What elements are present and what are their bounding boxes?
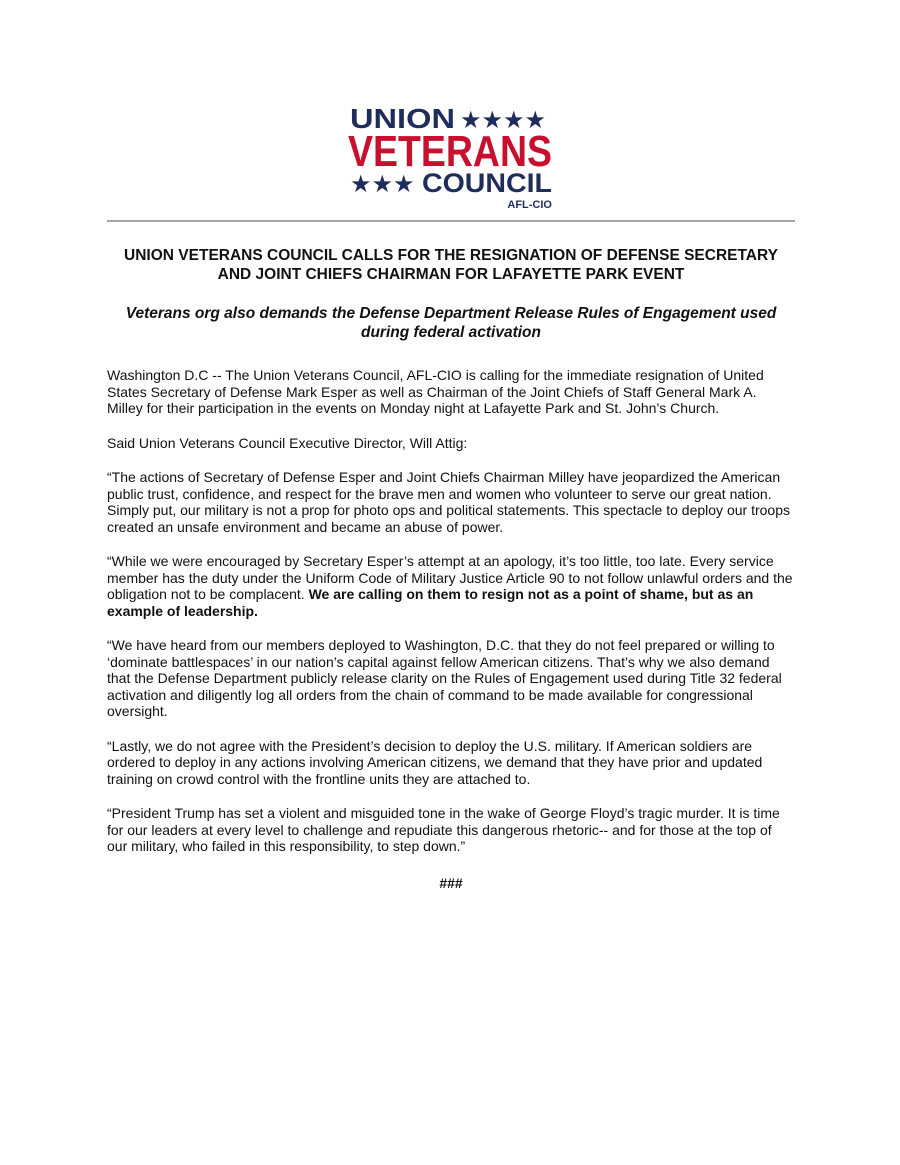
logo-line-council: COUNCIL — [422, 168, 552, 198]
logo-line-union: UNION — [350, 103, 455, 134]
logo-stars-top-icon: ★★★★ — [460, 106, 547, 134]
quote-2-text: “While we were encouraged by Secretary Esper’s attempt at an apology, it’s too little, too late. Every service member has the duty under the Uniform Code of Military Justice Article 90 to not follow unlawful orders and the obligation not to be complacent. — [107, 553, 793, 602]
logo-stars-bottom-icon: ★★★ — [350, 170, 415, 198]
logo-affiliation: AFL-CIO — [507, 199, 552, 211]
paragraph-quote-1: “The actions of Secretary of Defense Esper and Joint Chiefs Chairman Milley have jeopardized the American public trust, confidence, and respect for the brave men and women who volunteer to serve our great nation. Simply put, our military is not a prop for photo ops and political statements. This spectacle to deploy our troops created an unsafe environment and became an abuse of power. — [107, 469, 790, 535]
paragraph-intro: Washington D.C -- The Union Veterans Council, AFL-CIO is calling for the immediate resignation of United States Secretary of Defense Mark Esper as well as Chairman of the Joint Chiefs of Staff General Mark A. Milley for their participation in the events on Monday night at Lafayette Park and St. John’s Church. — [107, 367, 764, 416]
paragraph-quote-2 — [107, 553, 795, 619]
quote-2-bold-text: We are calling on them to resign not as a point of shame, but as an example of leadership. — [107, 586, 754, 619]
paragraph-quote-4: “Lastly, we do not agree with the President’s decision to deploy the U.S. military. If American soldiers are ordered to deploy in any actions involving American citizens, we demand that they have prior and updated training on crowd control with the frontline units they are attached to. — [107, 737, 763, 787]
header-divider — [107, 220, 795, 222]
headline: UNION VETERANS COUNCIL CALLS FOR THE RESIGNATION OF DEFENSE SECRETARY AND JOINT CHIEFS CHAIRMAN FOR LAFAYETTE PARK EVENT — [124, 247, 778, 283]
press-release-body — [107, 246, 795, 891]
logo-line-veterans: VETERANS — [348, 127, 552, 176]
paragraph-quote-3: “We have heard from our members deployed to Washington, D.C. that they do not feel prepared or willing to ‘dominate battlespaces’ in our nation’s capital against fellow American citizens. That’s why we also demand that the Defense Department publicly release clarity on the Rules of Engagement used during Title 32 federal activation and diligently log all orders from the chain of command to be made available for congressional oversight. — [107, 637, 782, 719]
subheadline: Veterans org also demands the Defense Department Release Rules of Engagement used during federal activation — [125, 305, 777, 341]
paragraph-quote-5: “President Trump has set a violent and misguided tone in the wake of George Floyd’s tragic murder. It is time for our leaders at every level to challenge and repudiate this dangerous rhetoric-- and for those at the top of our military, who failed in this responsibility, to step down.” — [107, 805, 780, 854]
logo-graphic — [330, 100, 570, 212]
union-veterans-council-logo — [0, 100, 900, 212]
end-mark: ### — [439, 874, 463, 891]
paragraph-attribution: Said Union Veterans Council Executive Director, Will Attig: — [107, 434, 468, 451]
